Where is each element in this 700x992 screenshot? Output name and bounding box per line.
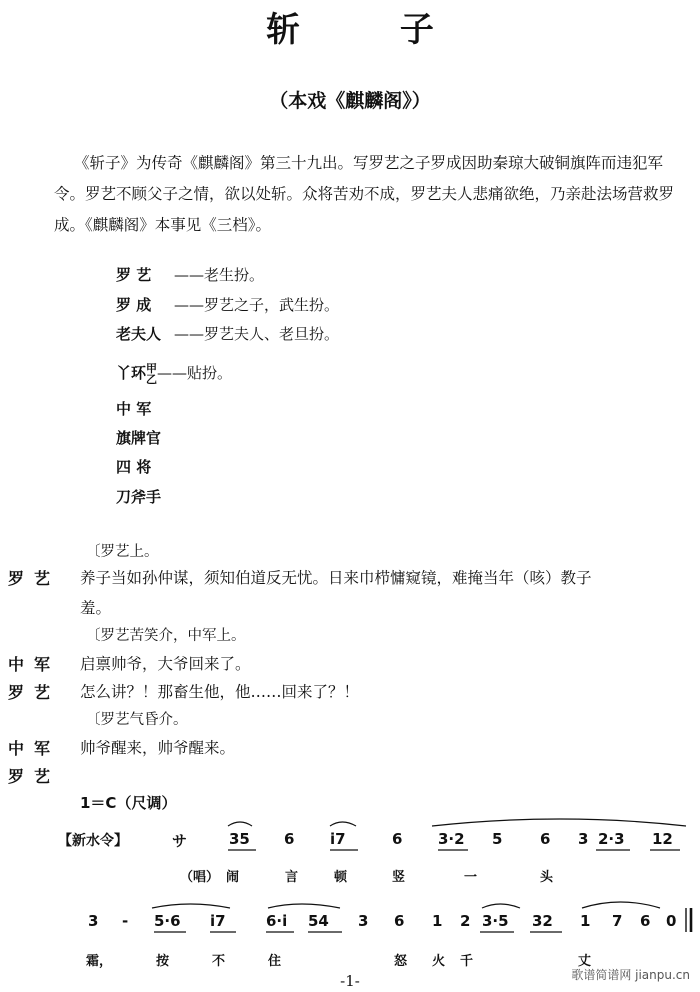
slur-mark xyxy=(582,902,660,908)
lyric-syllable: 住 xyxy=(268,954,282,969)
slur-mark xyxy=(330,822,356,826)
score-note: 5·6 xyxy=(154,912,181,930)
slur-mark xyxy=(228,822,252,826)
score-note: 12 xyxy=(652,830,673,848)
slur-mark xyxy=(268,904,340,908)
cast-role: 丫环 xyxy=(116,364,147,382)
slur-mark xyxy=(482,904,520,908)
score-note: 7 xyxy=(612,912,623,930)
lyric-syllable: 霜， xyxy=(86,954,113,969)
intro-paragraph: 《斩子》为传奇《麒麟阁》第三十九出。写罗艺之子罗成因助秦琼大破铜旗阵而违犯军令。罗艺不顾父子之情，欲以处斩。众将苦劝不成，罗艺夫人悲痛欲绝，乃亲赴法场营救罗成。《麒麟阁》本事见《三档》。 xyxy=(54,154,675,234)
score-note: 1 xyxy=(432,912,443,930)
watermark: 歌谱简谱网 jianpu.cn xyxy=(571,968,690,982)
score-note: 6 xyxy=(394,912,405,930)
lyric-syllable: 言 xyxy=(285,870,299,885)
lyric-syllable: 按 xyxy=(156,954,170,969)
lyric-syllable: 顿 xyxy=(334,870,348,885)
dialogue-line: 启禀帅爷，大爷回来了。 xyxy=(80,655,251,673)
lyric-syllable: 一 xyxy=(464,870,478,885)
lyric-syllable: 竖 xyxy=(392,870,406,885)
speaker-name: 罗艺 xyxy=(8,767,61,786)
lyric-syllable: 丈 xyxy=(578,954,592,969)
score-note: - xyxy=(122,912,129,930)
score-note: 3 xyxy=(88,912,99,930)
speaker-name: 中军 xyxy=(8,655,61,674)
cast-desc: ——贴扮。 xyxy=(157,364,233,382)
stage-direction: 〔罗艺气昏介。 xyxy=(86,712,188,728)
score-note: 1 xyxy=(580,912,591,930)
speaker-name: 中军 xyxy=(8,739,61,758)
cast-sub-roles: 甲 乙 xyxy=(146,362,158,386)
score-note: 6 xyxy=(284,830,295,848)
page-number: -1- xyxy=(340,972,360,990)
slur-mark xyxy=(152,904,230,908)
dialogue-line: 帅爷醒来，帅爷醒来。 xyxy=(80,739,236,757)
page-subtitle: （本戏《麒麟阁》） xyxy=(269,90,431,112)
speaker-name: 罗艺 xyxy=(8,569,61,588)
score-note: 6·i xyxy=(266,912,288,930)
lyric-syllable: 千 xyxy=(460,954,474,969)
key-signature: 1＝C（尺调） xyxy=(80,794,177,812)
dialogue-line: 怎么讲？！那畜生他，他……回来了？！ xyxy=(80,683,360,701)
cast-role: 刀斧手 xyxy=(116,488,162,506)
speaker-name: 罗艺 xyxy=(8,683,61,702)
score-note: 3 xyxy=(358,912,369,930)
lyric-syllable: 不 xyxy=(212,954,226,969)
page-title: 斩 子 xyxy=(266,10,478,50)
score-note: 0 xyxy=(666,912,677,930)
cast-role: 老夫人 xyxy=(116,325,162,343)
score-note: 6 xyxy=(540,830,551,848)
score-note: 3·2 xyxy=(438,830,465,848)
lyric-syllable: 头 xyxy=(540,870,554,885)
lyric-syllable: 怒 xyxy=(394,954,408,969)
cast-desc: ——老生扮。 xyxy=(174,266,265,284)
lyric-syllable: 火 xyxy=(432,954,446,969)
score-note: i7 xyxy=(330,830,346,848)
score-note: 6 xyxy=(392,830,403,848)
qupai-name: 【新水令】 xyxy=(58,833,128,849)
score-note: 3 xyxy=(578,830,589,848)
cast-role: 旗牌官 xyxy=(116,429,162,447)
stage-direction: 〔罗艺苦笑介，中军上。 xyxy=(86,628,246,644)
cast-desc: ——罗艺夫人、老旦扮。 xyxy=(174,325,340,343)
score-note: 3·5 xyxy=(482,912,509,930)
dialogue-line-continued: 羞。 xyxy=(80,599,112,617)
cast-role: 罗 成 xyxy=(116,296,152,314)
score-note: 35 xyxy=(229,830,250,848)
cast-desc: ——罗艺之子，武生扮。 xyxy=(174,296,340,314)
cast-role: 四 将 xyxy=(116,458,152,476)
cast-role: 中 军 xyxy=(116,400,152,418)
score-note: 6 xyxy=(640,912,651,930)
slur-mark xyxy=(432,819,686,826)
score-note: サ xyxy=(172,832,188,850)
score-note: 32 xyxy=(532,912,553,930)
score-note: 2 xyxy=(460,912,471,930)
stage-direction: 〔罗艺上。 xyxy=(86,544,159,560)
lyric-syllable: 闹 xyxy=(226,870,240,885)
score-note: 5 xyxy=(492,830,503,848)
score-note: 54 xyxy=(308,912,329,930)
dialogue-line: 养子当如孙仲谋，须知伯道反无忧。日来巾栉慵窥镜，难掩当年（咳）教子 xyxy=(80,569,592,587)
lyric-syllable: （唱） xyxy=(180,870,220,885)
score-note: 2·3 xyxy=(598,830,625,848)
cast-role: 罗 艺 xyxy=(116,266,152,284)
score-note: i7 xyxy=(210,912,226,930)
